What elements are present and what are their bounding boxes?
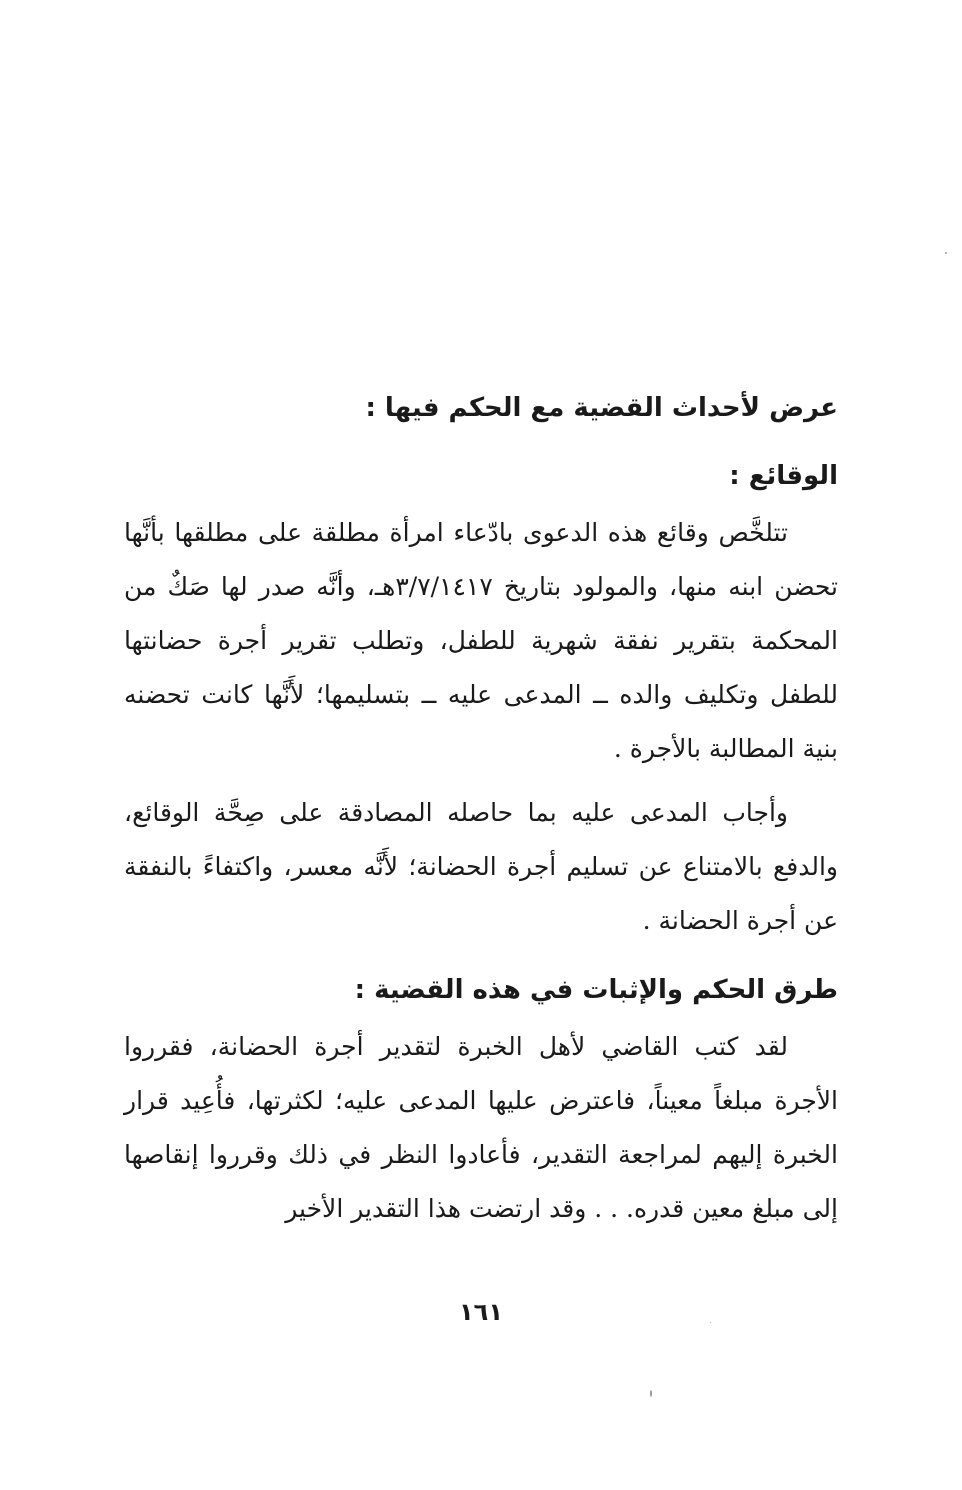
facts-paragraph-2: وأجاب المدعى عليه بما حاصله المصادقة على صِحَّة الوقائع، والدفع بالامتناع عن تسليم أجرة الحضانة؛ لأَنَّه معسر، واكتفاءً بالنفقة عن أجرة الحضانة . (124, 798, 838, 935)
methods-heading: طرق الحكم والإثبات في هذه القضية : (354, 975, 838, 1005)
scan-speck (945, 252, 947, 254)
facts-heading: الوقائع : (729, 461, 838, 491)
page-number: ١٦١ (459, 1298, 503, 1326)
facts-paragraph-1: تتلخَّص وقائع هذه الدعوى بادّعاء امرأة مطلقة على مطلقها بأنَّها تحضن ابنه منها، والمولود بتاريخ ٣/٧/١٤١٧هـ، وأنَّه صدر لها صَكٌ من المحكمة بتقرير نفقة شهرية للطفل، وتطلب تقرير أجرة حضانتها للطفل وتكليف والده ــ المدعى عليه ــ بتسليمها؛ لأَنَّها كانت تحضنه بنية المطالبة بالأجرة . (124, 518, 838, 763)
methods-paragraph-1: لقد كتب القاضي لأهل الخبرة لتقدير أجرة الحضانة، فقرروا الأجرة مبلغاً معيناً، فاعترض عليها المدعى عليه؛ لكثرتها، فأُعِيد قرار الخبرة إليهم لمراجعة التقدير، فأعادوا النظر في ذلك وقرروا إنقاصها إلى مبلغ معين قدره. . . وقد ارتضت هذا التقدير الأخير (124, 1032, 838, 1223)
body-text (124, 378, 838, 1236)
scan-speck (650, 1390, 652, 1397)
section-heading: عرض لأحداث القضية مع الحكم فيها : (365, 393, 838, 423)
scan-speck (710, 1322, 711, 1323)
